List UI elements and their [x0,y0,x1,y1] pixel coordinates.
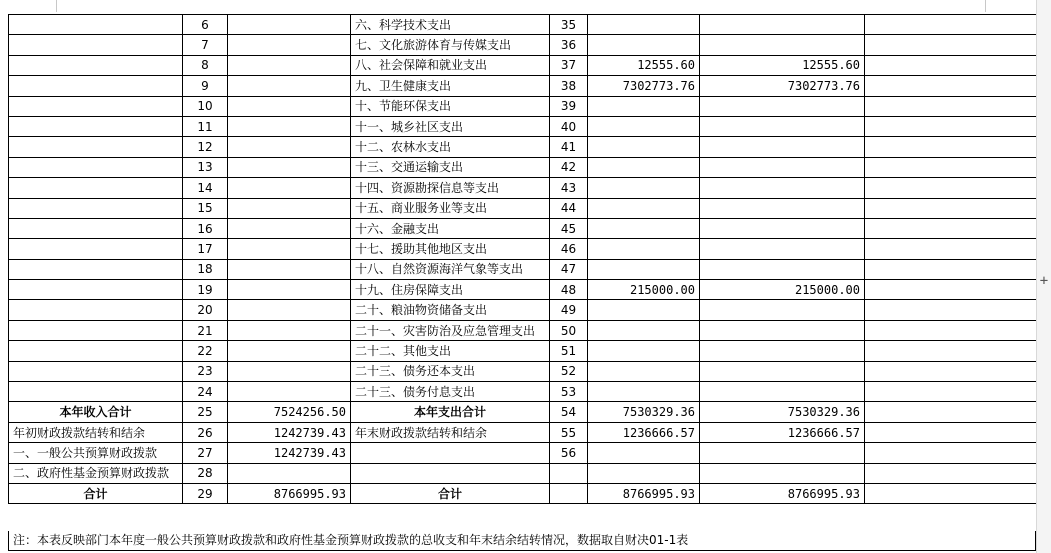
expenditure-item-cell: 二十一、灾害防治及应急管理支出 [351,320,550,340]
general-budget-amount-cell [700,198,865,218]
income-amount-cell [228,300,351,320]
fund-budget-amount-cell [865,443,1037,463]
income-amount-cell: 1242739.43 [228,422,351,442]
expenditure-item-cell: 年末财政拨款结转和结余 [351,422,550,442]
income-amount-cell: 1242739.43 [228,443,351,463]
expenditure-total-cell [588,178,700,198]
table-row [9,35,1037,55]
income-amount-cell [228,137,351,157]
expenditure-line-number-cell: 40 [550,116,588,136]
table-row [9,382,1037,402]
income-item-cell: 合计 [9,483,183,503]
expenditure-total-cell [588,137,700,157]
income-line-number-cell: 8 [183,55,228,75]
income-item-cell [9,361,183,381]
fund-budget-amount-cell [865,55,1037,75]
income-item-cell [9,259,183,279]
income-line-number-cell: 13 [183,157,228,177]
expenditure-line-number-cell: 56 [550,443,588,463]
income-item-cell: 二、政府性基金预算财政拨款 [9,463,183,483]
income-item-cell [9,218,183,238]
income-amount-cell [228,76,351,96]
expenditure-line-number-cell: 46 [550,239,588,259]
expenditure-total-cell [588,320,700,340]
general-budget-amount-cell [700,218,865,238]
expenditure-total-cell [588,300,700,320]
expenditure-total-cell: 215000.00 [588,280,700,300]
income-line-number-cell: 26 [183,422,228,442]
income-item-cell [9,198,183,218]
income-line-number-cell: 29 [183,483,228,503]
expenditure-item-cell: 十二、农林水支出 [351,137,550,157]
income-line-number-cell: 23 [183,361,228,381]
fund-budget-amount-cell [865,137,1037,157]
income-item-cell [9,320,183,340]
expenditure-line-number-cell: 38 [550,76,588,96]
income-item-cell [9,239,183,259]
fund-budget-amount-cell [865,422,1037,442]
fund-budget-amount-cell [865,259,1037,279]
table-row [9,341,1037,361]
income-line-number-cell: 17 [183,239,228,259]
expenditure-total-cell [588,259,700,279]
general-budget-amount-cell [700,443,865,463]
income-item-cell [9,76,183,96]
ruler-mark [56,0,57,12]
expenditure-item-cell: 六、科学技术支出 [351,15,550,35]
table-row [9,198,1037,218]
fund-budget-amount-cell [865,239,1037,259]
expenditure-total-cell: 8766995.93 [588,483,700,503]
table-body [9,15,1037,504]
income-item-cell [9,157,183,177]
expenditure-line-number-cell: 42 [550,157,588,177]
expenditure-total-cell [588,96,700,116]
income-item-cell: 一、一般公共预算财政拨款 [9,443,183,463]
expenditure-line-number-cell: 41 [550,137,588,157]
expenditure-line-number-cell: 51 [550,341,588,361]
expenditure-item-cell: 二十三、债务还本支出 [351,361,550,381]
expenditure-line-number-cell: 55 [550,422,588,442]
expenditure-total-cell: 7530329.36 [588,402,700,422]
income-item-cell: 本年收入合计 [9,402,183,422]
income-item-cell [9,15,183,35]
fund-budget-amount-cell [865,320,1037,340]
income-amount-cell: 7524256.50 [228,402,351,422]
expenditure-total-cell [588,116,700,136]
income-item-cell [9,137,183,157]
income-line-number-cell: 16 [183,218,228,238]
expenditure-item-cell [351,463,550,483]
expenditure-line-number-cell [550,483,588,503]
expenditure-line-number-cell: 35 [550,15,588,35]
general-budget-amount-cell [700,320,865,340]
table-row [9,178,1037,198]
fund-budget-amount-cell [865,35,1037,55]
general-budget-amount-cell [700,15,865,35]
income-line-number-cell: 20 [183,300,228,320]
general-budget-amount-cell [700,178,865,198]
income-item-cell [9,116,183,136]
fund-budget-amount-cell [865,198,1037,218]
income-amount-cell [228,15,351,35]
income-item-cell [9,341,183,361]
expand-plus-icon[interactable]: + [1039,273,1049,289]
income-amount-cell [228,382,351,402]
general-budget-amount-cell [700,239,865,259]
expenditure-total-cell [588,463,700,483]
expenditure-total-cell [588,239,700,259]
expenditure-line-number-cell: 44 [550,198,588,218]
income-amount-cell [228,320,351,340]
fiscal-appropriation-summary-table [8,14,1037,504]
fund-budget-amount-cell [865,116,1037,136]
income-amount-cell [228,218,351,238]
expenditure-total-cell: 7302773.76 [588,76,700,96]
fund-budget-amount-cell [865,300,1037,320]
fund-budget-amount-cell [865,178,1037,198]
income-item-cell [9,300,183,320]
income-item-cell [9,55,183,75]
income-amount-cell [228,259,351,279]
general-budget-amount-cell [700,382,865,402]
expenditure-line-number-cell [550,463,588,483]
expenditure-total-cell [588,35,700,55]
expenditure-total-cell [588,218,700,238]
expenditure-item-cell: 合计 [351,483,550,503]
income-line-number-cell: 15 [183,198,228,218]
expenditure-line-number-cell: 52 [550,361,588,381]
income-line-number-cell: 28 [183,463,228,483]
income-amount-cell [228,55,351,75]
table-row [9,300,1037,320]
expenditure-item-cell: 二十、粮油物资储备支出 [351,300,550,320]
general-budget-amount-cell [700,137,865,157]
general-budget-amount-cell: 1236666.57 [700,422,865,442]
income-line-number-cell: 14 [183,178,228,198]
income-line-number-cell: 22 [183,341,228,361]
income-amount-cell [228,463,351,483]
income-amount-cell [228,280,351,300]
expenditure-total-cell [588,382,700,402]
income-item-cell [9,178,183,198]
expenditure-item-cell: 十、节能环保支出 [351,96,550,116]
table-footnote: 注：本表反映部门本年度一般公共预算财政拨款和政府性基金预算财政拨款的总收支和年末结余结转情况，数据取自财决01-1表 [8,531,1036,551]
income-line-number-cell: 18 [183,259,228,279]
fund-budget-amount-cell [865,76,1037,96]
expenditure-item-cell: 十七、援助其他地区支出 [351,239,550,259]
income-line-number-cell: 24 [183,382,228,402]
income-amount-cell [228,239,351,259]
income-amount-cell [228,198,351,218]
general-budget-amount-cell: 12555.60 [700,55,865,75]
income-amount-cell [228,341,351,361]
income-item-cell [9,280,183,300]
expenditure-item-cell: 七、文化旅游体育与传媒支出 [351,35,550,55]
table-row [9,463,1037,483]
fund-budget-amount-cell [865,483,1037,503]
general-budget-amount-cell [700,35,865,55]
income-line-number-cell: 7 [183,35,228,55]
fund-budget-amount-cell [865,341,1037,361]
expenditure-line-number-cell: 37 [550,55,588,75]
ruler-mark [985,0,986,12]
fund-budget-amount-cell [865,382,1037,402]
income-line-number-cell: 25 [183,402,228,422]
fund-budget-amount-cell [865,402,1037,422]
income-amount-cell [228,178,351,198]
fund-budget-amount-cell [865,15,1037,35]
table-row [9,218,1037,238]
general-budget-amount-cell: 7530329.36 [700,402,865,422]
income-item-cell: 年初财政拨款结转和结余 [9,422,183,442]
income-amount-cell [228,116,351,136]
expenditure-item-cell: 本年支出合计 [351,402,550,422]
general-budget-amount-cell [700,341,865,361]
table-row [9,259,1037,279]
expenditure-item-cell [351,443,550,463]
income-line-number-cell: 27 [183,443,228,463]
expenditure-item-cell: 十六、金融支出 [351,218,550,238]
table-row [9,137,1037,157]
expenditure-total-cell: 12555.60 [588,55,700,75]
income-item-cell [9,382,183,402]
fund-budget-amount-cell [865,157,1037,177]
table-row [9,483,1037,503]
table-row [9,239,1037,259]
income-amount-cell [228,35,351,55]
income-line-number-cell: 11 [183,116,228,136]
table-row [9,402,1037,422]
income-amount-cell: 8766995.93 [228,483,351,503]
expenditure-line-number-cell: 53 [550,382,588,402]
expenditure-item-cell: 十八、自然资源海洋气象等支出 [351,259,550,279]
fund-budget-amount-cell [865,96,1037,116]
expenditure-item-cell: 八、社会保障和就业支出 [351,55,550,75]
expenditure-item-cell: 二十三、债务付息支出 [351,382,550,402]
expenditure-item-cell: 十三、交通运输支出 [351,157,550,177]
income-amount-cell [228,361,351,381]
income-line-number-cell: 19 [183,280,228,300]
expenditure-line-number-cell: 50 [550,320,588,340]
general-budget-amount-cell [700,259,865,279]
income-line-number-cell: 21 [183,320,228,340]
table-row [9,96,1037,116]
fund-budget-amount-cell [865,361,1037,381]
table-row [9,320,1037,340]
expenditure-total-cell: 1236666.57 [588,422,700,442]
income-amount-cell [228,96,351,116]
general-budget-amount-cell [700,463,865,483]
expenditure-line-number-cell: 54 [550,402,588,422]
general-budget-amount-cell [700,96,865,116]
expenditure-item-cell: 二十二、其他支出 [351,341,550,361]
expenditure-line-number-cell: 36 [550,35,588,55]
expenditure-total-cell [588,15,700,35]
table-row [9,361,1037,381]
expenditure-total-cell [588,341,700,361]
expenditure-total-cell [588,198,700,218]
table-row [9,76,1037,96]
table-row [9,55,1037,75]
expenditure-total-cell [588,443,700,463]
income-item-cell [9,35,183,55]
general-budget-amount-cell: 8766995.93 [700,483,865,503]
table-row [9,15,1037,35]
general-budget-amount-cell [700,361,865,381]
fund-budget-amount-cell [865,218,1037,238]
expenditure-item-cell: 十四、资源勘探信息等支出 [351,178,550,198]
income-line-number-cell: 10 [183,96,228,116]
expenditure-line-number-cell: 43 [550,178,588,198]
expenditure-line-number-cell: 39 [550,96,588,116]
table-row [9,116,1037,136]
income-item-cell [9,96,183,116]
table-row [9,280,1037,300]
general-budget-amount-cell: 7302773.76 [700,76,865,96]
general-budget-amount-cell [700,116,865,136]
table-row [9,157,1037,177]
expenditure-item-cell: 十九、住房保障支出 [351,280,550,300]
general-budget-amount-cell: 215000.00 [700,280,865,300]
income-line-number-cell: 6 [183,15,228,35]
expenditure-item-cell: 十五、商业服务业等支出 [351,198,550,218]
general-budget-amount-cell [700,300,865,320]
expenditure-line-number-cell: 48 [550,280,588,300]
expenditure-item-cell: 九、卫生健康支出 [351,76,550,96]
table-row [9,422,1037,442]
expenditure-line-number-cell: 49 [550,300,588,320]
expenditure-total-cell [588,361,700,381]
income-line-number-cell: 12 [183,137,228,157]
table-row [9,443,1037,463]
income-amount-cell [228,157,351,177]
expenditure-item-cell: 十一、城乡社区支出 [351,116,550,136]
income-line-number-cell: 9 [183,76,228,96]
expenditure-line-number-cell: 47 [550,259,588,279]
expenditure-line-number-cell: 45 [550,218,588,238]
expenditure-total-cell [588,157,700,177]
document-top-edge [0,0,1051,14]
fund-budget-amount-cell [865,280,1037,300]
fund-budget-amount-cell [865,463,1037,483]
general-budget-amount-cell [700,157,865,177]
